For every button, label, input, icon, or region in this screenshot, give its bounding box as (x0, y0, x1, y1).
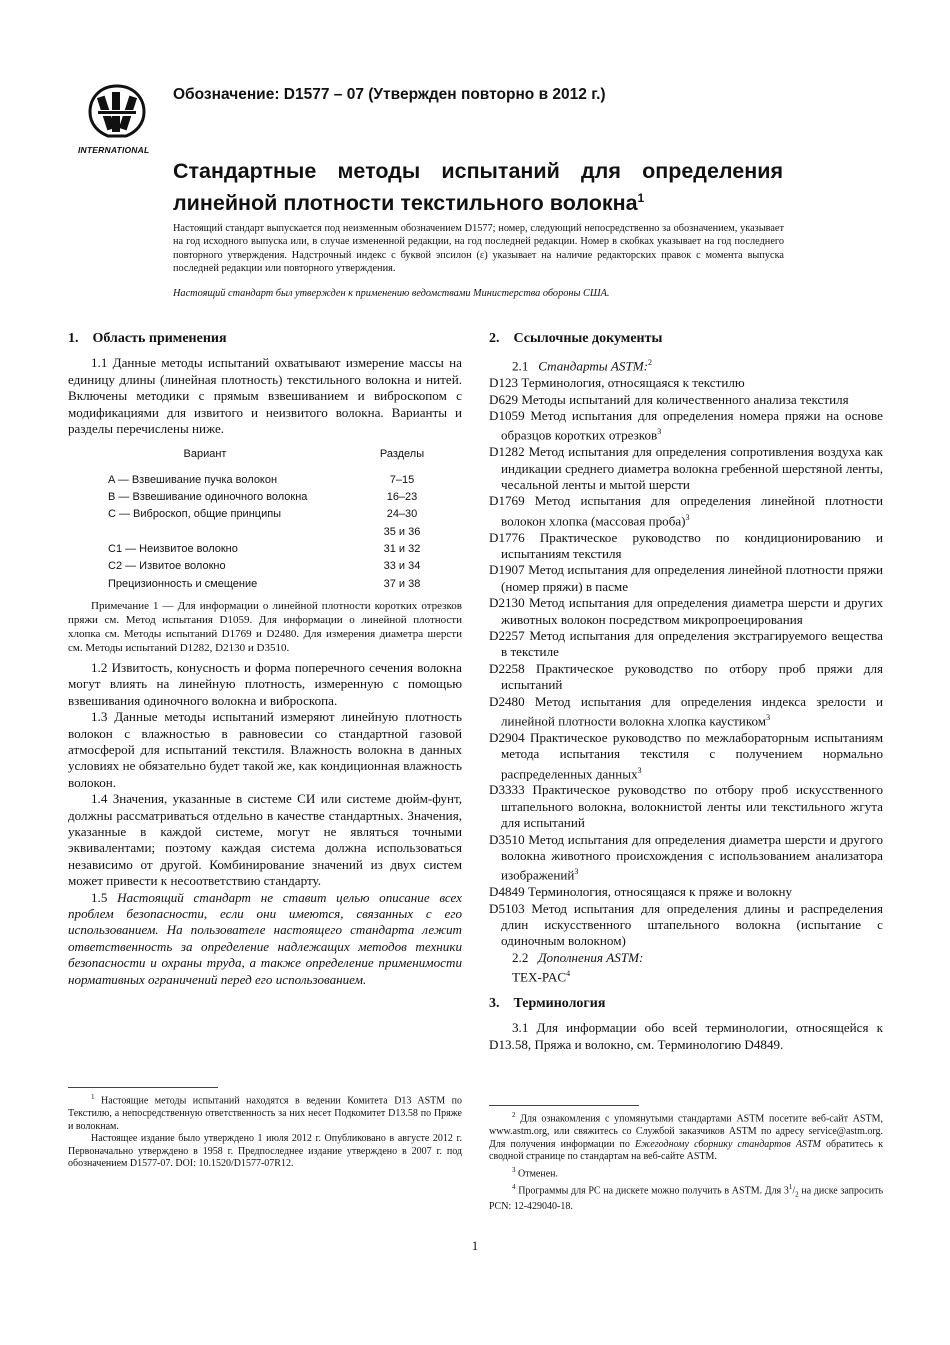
reference-line (489, 661, 883, 694)
section-3-heading (489, 996, 883, 1012)
reference-item (489, 595, 883, 628)
table-row (68, 576, 462, 593)
reference-title: Практическое руководство по межлабораторным испытаниям метода испытания текстиля с получением нормально распределенных данных (501, 729, 883, 781)
reference-item (489, 661, 883, 694)
footnote-2 (489, 1109, 883, 1164)
footnote-4: $^4$ Программы для PC на дискете можно получить в ASTM. Для $3^1/_2$ на диске запросить PCN: 12-429040-18. (489, 1182, 884, 1212)
table-cell: 33 и 34 (383, 560, 421, 573)
texpac-name: TEX-PAC (512, 969, 567, 985)
variants-table (68, 446, 462, 592)
page-number: 1 (471, 1238, 479, 1253)
reference-title: Методы испытаний для количественного анализа текстиля (521, 391, 849, 407)
table-cell: 7–15 (389, 473, 415, 486)
section-number: 1. (68, 331, 79, 346)
reference-item (489, 901, 883, 950)
paragraph-1-5 (68, 890, 462, 988)
footnote-mark: 4 (512, 1182, 516, 1191)
table-cell: C1 — Неизвитое волокно (108, 543, 238, 556)
astm-logo (76, 82, 158, 156)
table-cell: 35 и 36 (383, 525, 421, 538)
footnote-mark: 3 (637, 765, 642, 775)
reference-line (489, 530, 883, 563)
reference-code: D2257 (489, 627, 525, 643)
reference-title: Практическое руководство по отбору проб пряжи для испытаний (501, 660, 884, 693)
table-row (68, 472, 462, 489)
footnote-mark: 2 (648, 358, 653, 368)
reference-line (489, 444, 883, 493)
table-cell: 37 и 38 (383, 577, 421, 590)
table-cell: Прецизионность и смещение (108, 577, 258, 590)
reference-code: D123 (489, 375, 519, 391)
reference-code: D1769 (489, 493, 525, 509)
section-1-heading (68, 331, 462, 347)
reference-title: Метод испытания для определения линейной плотности волокон хлопка (массовая проба) (501, 493, 883, 529)
reference-line (489, 375, 883, 391)
table-row (68, 558, 462, 575)
paragraph-1-1: 1.1 Данные методы испытаний охватывают измерение массы на единицу длины (линейная плотность) текстильного волокна и нитей. Включены методики с прямым взвешиванием и виброскопом с модификациями для извитого и неизвитого волокна. Варианты и разделы перечислены ниже. (68, 355, 462, 437)
footnote-text: Настоящие методы испытаний находятся в ведении Комитета D13 ASTM по Текстилю, а непосредственную ответственность за них несет Подкомитет D13.58 по Пряже и волокнам. (68, 1095, 463, 1132)
reference-line (489, 782, 883, 831)
dod-notice: Настоящий стандарт был утвержден к применению ведомствами Министерства обороны США. (173, 288, 610, 299)
reference-code: D1776 (489, 529, 525, 545)
reference-title: Метод испытания для определения линейной плотности пряжи (номер пряжи) в пасме (501, 562, 883, 594)
note-1: Примечание 1 — Для информации о линейной плотности коротких отрезков пряжи см. Метод испытания D1059. Для информации о линейной плотности хлопка см. Методы испытаний D1769 и D2480. Для измерения диаметра шерсти см. Методы испытаний D1282, D2130 и D3510. (68, 599, 462, 654)
footnote-3 (489, 1164, 883, 1181)
footnote-italic: Ежегодному сборнику стандартов ASTM (635, 1138, 821, 1150)
footnote-mark: 3 (657, 427, 662, 437)
table-cell: 16–23 (386, 491, 418, 504)
reference-item (489, 392, 883, 408)
reference-line (489, 832, 883, 885)
paragraph-2-1 (489, 355, 883, 375)
left-column (68, 331, 462, 988)
fraction-numerator: 1 (788, 1182, 793, 1191)
footnote-mark: 3 (685, 512, 690, 522)
title-footnote-mark: 1 (637, 191, 645, 205)
footnote-text: на диске запросить PCN: 12-429040-18. (489, 1184, 884, 1212)
title-text: Стандартные методы испытаний для определения линейной плотности текстильного волокна (173, 159, 783, 216)
reference-item (489, 444, 883, 493)
reference-line (489, 562, 883, 595)
paragraph-1-4: 1.4 Значения, указанные в системе СИ или системе дюйм-фунт, должны рассматриваться отдельно в качестве стандартных. Значения, указанные в каждой системе, могут не являться точными эквивалентами; поэтому каждая система должна использоваться независимо от другой. Комбинирование значений из двух систем может привести к несоответствию стандарту. (68, 791, 462, 889)
reference-code: D2904 (489, 729, 525, 745)
table-cell: C — Виброскоп, общие принципы (108, 508, 282, 521)
designation: Обозначение: D1577 – 07 (Утвержден повторно в 2012 г.) (173, 86, 606, 103)
footnote-mark: 3 (766, 713, 771, 723)
footnote-mark: 1 (91, 1093, 95, 1101)
fraction-denominator: 2 (795, 1189, 799, 1198)
table-cell: 24–30 (386, 508, 418, 521)
table-cell: B — Взвешивание одиночного волокна (108, 491, 308, 504)
reference-code: D2130 (489, 595, 525, 611)
reference-code: D3333 (489, 782, 525, 798)
footnote-text: Для ознакомления с упомянутыми стандартами ASTM посетите веб-сайт ASTM, www.astm.org, или свяжитесь со Службой заказчиков ASTM по адресу service@astm.org. Для получения информации по (489, 1113, 883, 1150)
table-cell (68, 524, 342, 541)
reference-code: D2480 (489, 693, 525, 709)
designation-notice: Настоящий стандарт выпускается под неизменным обозначением D1577; номер, следующий непосредственно за обозначением, указывает на год исходного выпуска или, в случае измененной редакции, на год последней редакции. Номер в скобках указывает на год последнего повторного утверждения. Надстрочный индекс с буквой эпсилон (ε) указывает на наличие редакторских правок с момента выпуска последней редакции или повторного утверждения. (173, 223, 784, 275)
reference-item (489, 375, 883, 391)
footnote-mark: 3 (574, 867, 579, 877)
table-row (68, 541, 462, 558)
reference-line (489, 901, 883, 950)
reference-code: D629 (489, 391, 519, 407)
reference-code: D1907 (489, 562, 525, 578)
footnote-mark: 4 (566, 969, 571, 979)
paragraph-number: 2.1 (512, 358, 529, 374)
reference-title: Метод испытания для определения диаметра шерсти и другого волокна животного происхождения с использованием анализатора изображений (501, 831, 883, 883)
footnote-text: Программы для PC на дискете можно получить в ASTM. Для 3 (518, 1184, 789, 1196)
footnote-text: обратитесь к сводной странице по стандартам на веб-сайте ASTM. (489, 1138, 884, 1163)
reference-line (489, 884, 883, 900)
right-footnotes (489, 1105, 883, 1213)
paragraph-1-3: 1.3 Данные методы испытаний измеряют линейную плотность волокон с влажностью в равновесии со стандартной газовой атмосферой для испытаний текстиля. Влажность волокна в данных условиях не обязательно будет такой же, как кондиционная влажность волокон. (68, 709, 462, 790)
reference-line (489, 408, 883, 444)
reference-item (489, 730, 883, 783)
reference-item (489, 832, 883, 885)
subsection-title: Стандарты ASTM: (538, 358, 649, 374)
reference-title: Метод испытания для определения сопротивления воздуха как индикации среднего диаметра волокна гребенной шерстяной ленты, чесальной ленты и мытой шерсти (501, 444, 884, 492)
table-header-row (68, 446, 462, 471)
reference-line (489, 595, 883, 628)
footnote-mark: 3 (512, 1165, 516, 1174)
reference-code: D1059 (489, 407, 525, 423)
section-2-heading (489, 331, 883, 347)
texpac-item (489, 966, 883, 986)
reference-item (489, 694, 883, 730)
logo-subtitle: INTERNATIONAL (78, 145, 150, 155)
paragraph-2-2 (489, 950, 883, 966)
reference-title: Терминология, относящаяся к пряже и волокну (527, 884, 793, 900)
reference-item (489, 628, 883, 661)
reference-item (489, 782, 883, 831)
reference-item (489, 408, 883, 444)
footnote-1 (68, 1091, 462, 1133)
reference-title: Метод испытания для определения индекса зрелости и линейной плотности волокна хлопка каустиком (501, 693, 883, 729)
column-header-variant: Вариант (183, 448, 227, 461)
reference-title: Практическое руководство по отбору проб искусственного штапельного волокна, волокнистой ленты или текстильного жгута для испытаний (501, 782, 883, 831)
reference-title: Терминология, относящаяся к текстилю (521, 375, 745, 391)
section-title: Область применения (92, 331, 227, 346)
reference-title: Метод испытания для определения номера пряжи на основе образцов коротких отрезков (501, 407, 883, 443)
reference-title: Метод испытания для определения диаметра шерсти и других животных волокон посредством микропроецирования (501, 595, 883, 627)
right-column (489, 331, 883, 1053)
reference-line (489, 628, 883, 661)
reference-code: D3510 (489, 831, 525, 847)
footnote-mark: 2 (512, 1111, 516, 1119)
reference-title: Практическое руководство по кондиционированию и испытаниям текстиля (501, 529, 883, 561)
reference-title: Метод испытания для определения длины и распределения длин искусственного штапельного волокна (испытание с одиночным волокном) (501, 900, 883, 949)
footnote-divider (489, 1105, 639, 1106)
section-number: 2. (489, 331, 500, 346)
left-footnotes (68, 1087, 462, 1171)
reference-item (489, 530, 883, 563)
footnote-text: Отменен. (518, 1168, 558, 1180)
table-row (68, 489, 462, 506)
reference-line (489, 694, 883, 730)
column-header-sections: Разделы (379, 448, 425, 461)
table-cell: A — Взвешивание пучка волокон (108, 473, 278, 486)
reference-code: D4849 (489, 884, 525, 900)
reference-item (489, 884, 883, 900)
section-number: 3. (489, 995, 500, 1011)
paragraph-number: 2.2 (512, 949, 529, 965)
reference-list (489, 375, 883, 950)
page-title (173, 158, 783, 217)
table-cell: C2 — Извитое волокно (108, 560, 226, 573)
safety-statement: Настоящий стандарт не ставит целью описание всех проблем безопасности, если они имеются, связанных с его использованием. На пользователе настоящего стандарта лежит ответственность за определение надлежащих методов техники безопасности и охраны труда, а также определение применимости нормативных ограничений перед его использованием. (68, 889, 462, 987)
paragraph-1-2: 1.2 Извитость, конусность и форма поперечного сечения волокна могут влиять на линейную плотность, измеренную с помощью взвешивания одиночного волокна и виброскопа. (68, 659, 462, 708)
reference-line (489, 493, 883, 529)
reference-item (489, 493, 883, 529)
table-row (68, 524, 462, 541)
reference-code: D1282 (489, 444, 525, 460)
table-row (68, 506, 462, 523)
reference-line (489, 730, 883, 783)
footnote-divider (68, 1087, 218, 1088)
paragraph-number: 1.5 (91, 889, 108, 905)
subsection-title: Дополнения ASTM: (538, 949, 644, 965)
reference-line (489, 392, 883, 408)
table-cell: 31 и 32 (383, 543, 421, 556)
reference-title: Метод испытания для определения экстрагируемого вещества в текстиле (501, 627, 883, 660)
footnote-1-edition: Настоящее издание было утверждено 1 июля 2012 г. Опубликовано в августе 2012 г. Первоначально утверждено в 1958 г. Предпоследнее издание утверждено в 2007 г. под обозначением D1577-07. DOI: 10.1520/D1577-07R12. (68, 1133, 462, 1170)
reference-code: D5103 (489, 900, 525, 916)
section-title: Ссылочные документы (513, 331, 663, 346)
reference-item (489, 562, 883, 595)
reference-code: D2258 (489, 660, 525, 676)
paragraph-3-1: 3.1 Для информации обо всей терминологии, относящейся к D13.58, Пряжа и волокно, см. Терминологию D4849. (489, 1020, 883, 1052)
section-title: Терминология (513, 995, 606, 1011)
